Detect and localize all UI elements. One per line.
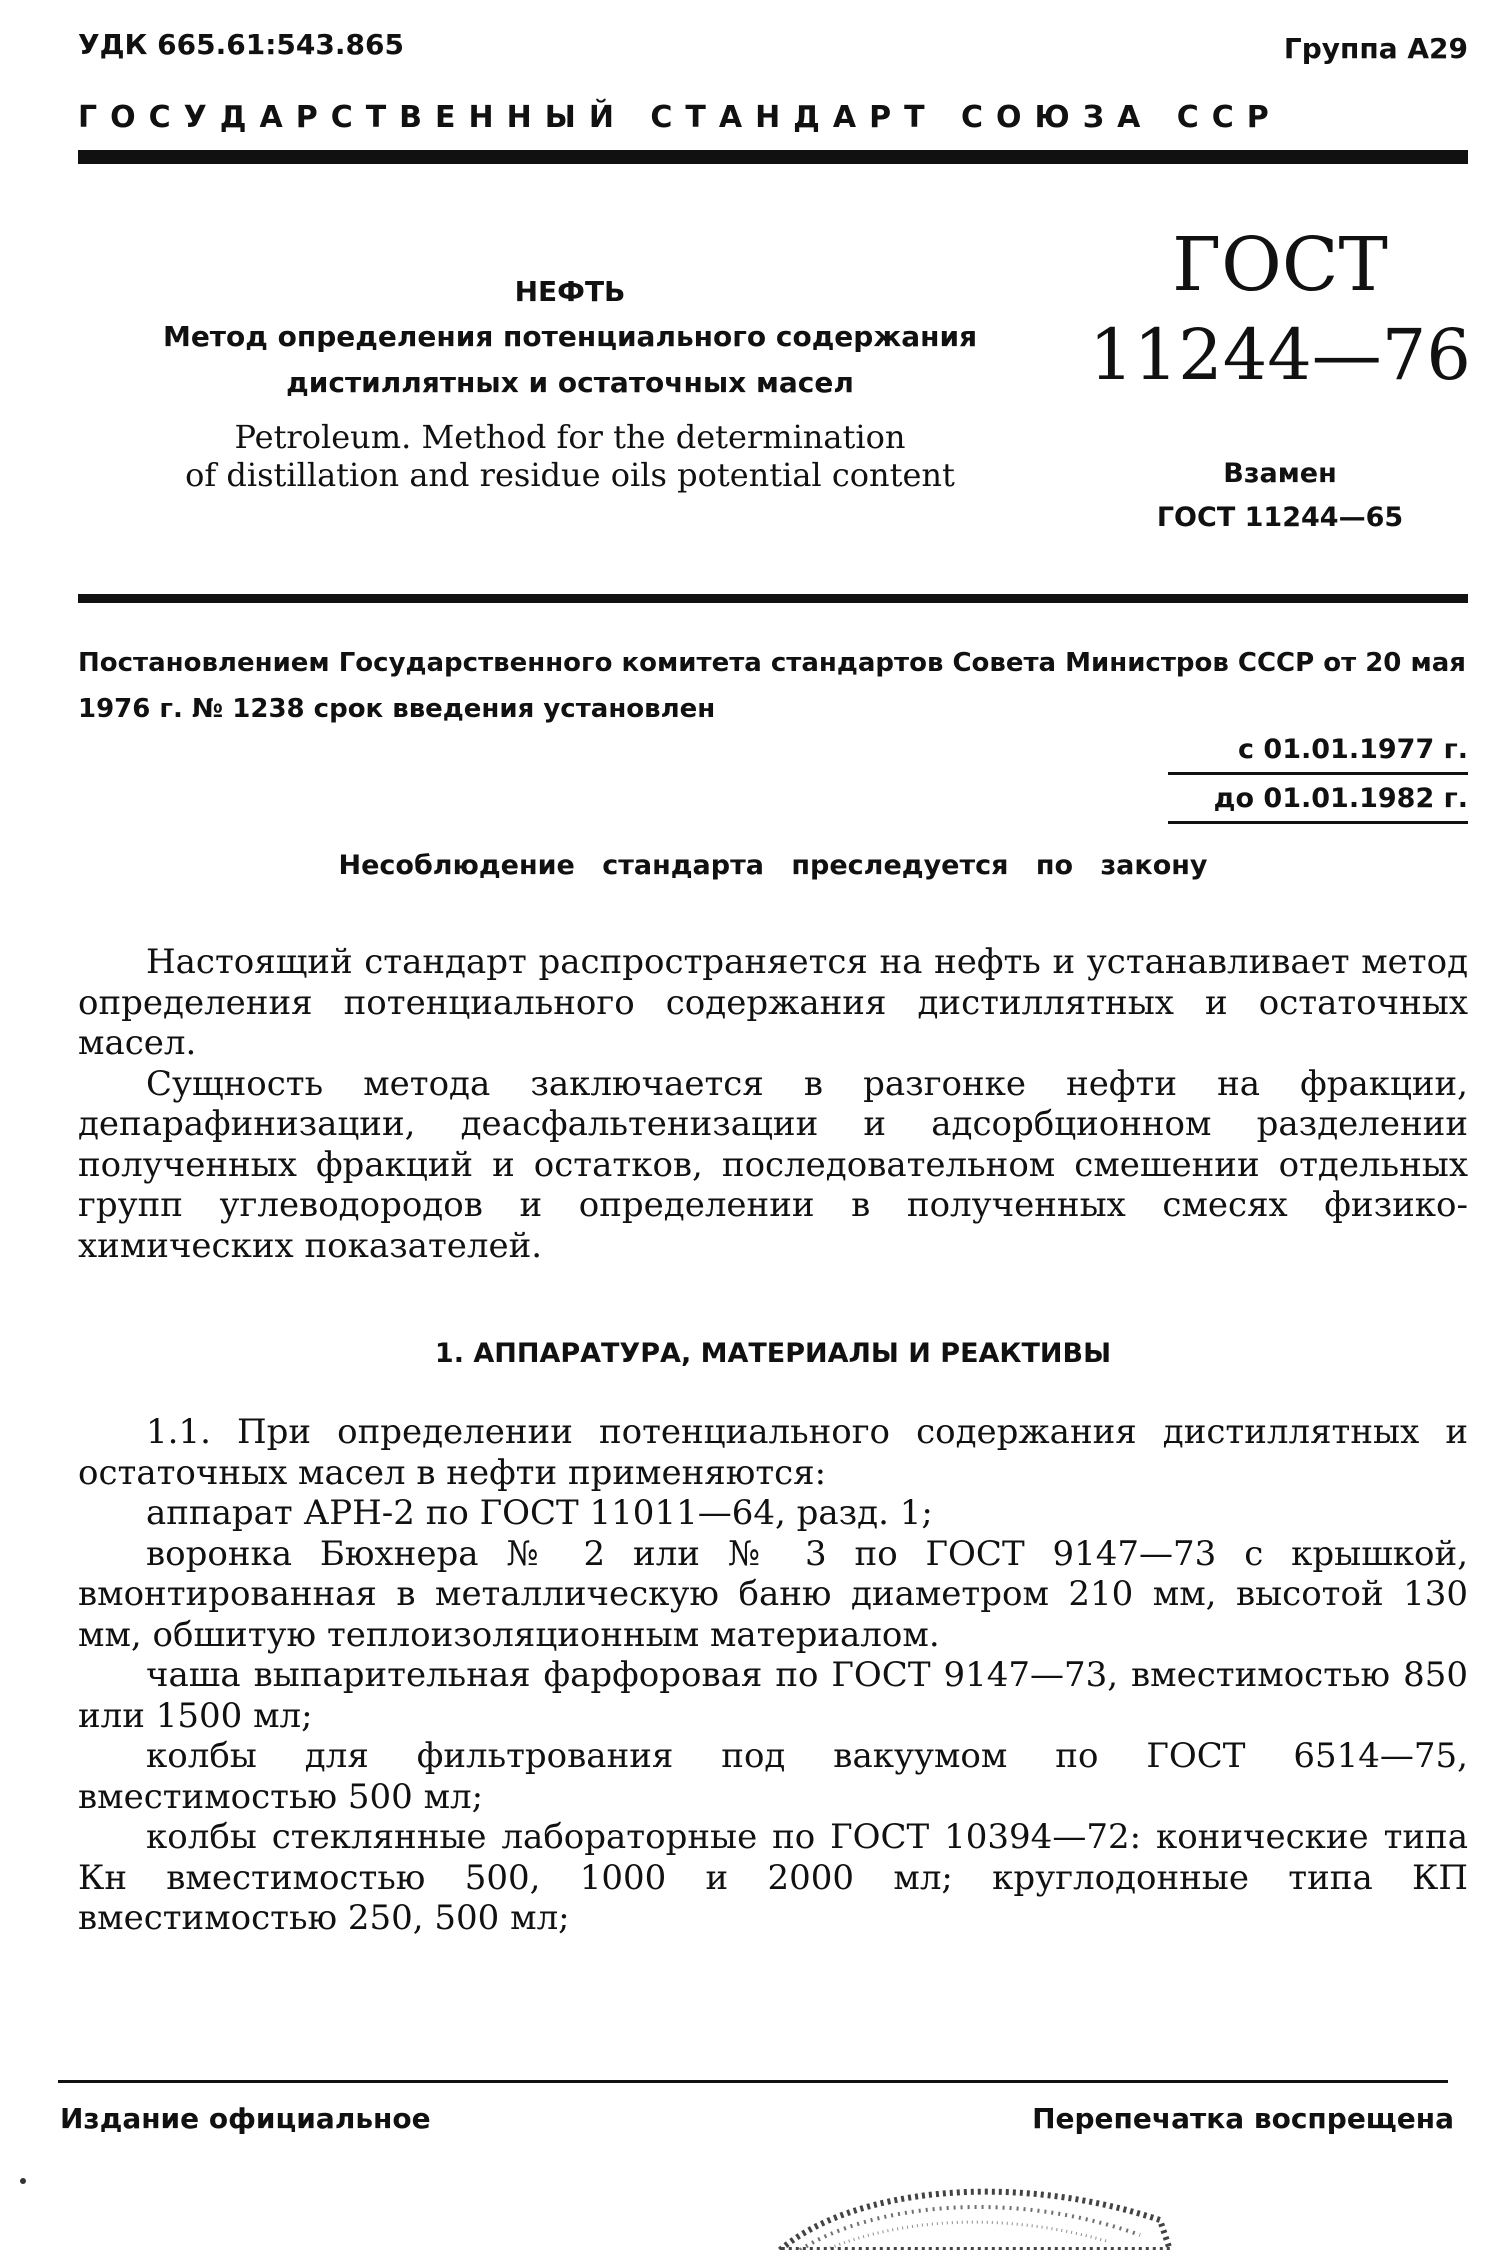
section-item: чаша выпарительная фарфоровая по ГОСТ 9147—73, вместимостью 850 или 1500 мл; [78,1655,1468,1736]
section-item: колбы для фильтрования под вакуумом по ГОСТ 6514—75, вместимостью 500 мл; [78,1736,1468,1817]
top-rule [78,150,1468,164]
section-item: воронка Бюхнера № 2 или № 3 по ГОСТ 9147—73 с крышкой, вмонтированная в металлическую баню диаметром 210 мм, высотой 130 мм, обшитую теплоизоляционным материалом. [78,1533,1468,1655]
section-item: 1.1. При определении потенциального содержания дистиллятных и остаточных масел в нефти применяются: [78,1412,1468,1493]
effective-dates [1168,730,1468,824]
gost-number: 11244—76 [1089,314,1471,396]
english-title-line-2: of distillation and residue oils potential content [185,456,955,494]
stamp-imprint [760,2160,1180,2250]
subtitle-line-1: Метод определения потенциального содержания [162,320,978,353]
section-item: аппарат АРН-2 по ГОСТ 11011—64, разд. 1; [146,1493,933,1533]
classification-group: Группа А29 [1283,32,1468,65]
section-heading: 1. АППАРАТУРА, МАТЕРИАЛЫ И РЕАКТИВЫ [434,1338,1112,1369]
title-block [120,270,1020,494]
document-subtitle [120,314,1020,406]
section-item: колбы стеклянные лабораторные по ГОСТ 10394—72: конические типа Кн вместимостью 500, 1000 и 2000 мл; круглодонные типа КП вместимостью 250, 500 мл; [78,1817,1468,1938]
date-divider [1168,772,1468,775]
english-title [120,418,1020,494]
body-text [78,942,1468,1266]
state-standard-banner: ГОСУДАРСТВЕННЫЙ СТАНДАРТ СОЮЗА ССР [78,100,1282,135]
scan-speck [20,2178,26,2184]
document-name: НЕФТЬ [514,275,626,308]
paragraph-method-essence: Сущность метода заключается в разгонке нефти на фракции, депарафинизации, деасфальтенизации и адсорбционном разделении полученных фракций и остатков, последовательном смешении отдельных групп углеводородов и определении в полученных смесях физико-химических показателей. [78,1063,1468,1266]
replaces-block [1080,452,1480,540]
subtitle-line-2: дистиллятных и остаточных масел [286,366,854,399]
paragraph-scope: Настоящий стандарт распространяется на нефть и устанавливает метод определения потенциального содержания дистиллятных и остаточных масел. [78,942,1468,1063]
footer-reprint-notice: Перепечатка воспрещена [1032,2102,1454,2135]
date-to: до 01.01.1982 г. [1168,779,1468,824]
footer-edition: Издание официальное [60,2102,431,2135]
noncompliance-notice: Несоблюдение стандарта преследуется по закону [338,850,1208,881]
replaces-label: Взамен [1223,458,1337,489]
gost-identifier-block [1080,220,1480,540]
section-body [78,1412,1468,1939]
english-title-line-1: Petroleum. Method for the determination [234,418,906,456]
decree-text: Постановлением Государственного комитета стандартов Совета Министров СССР от 20 мая 1976 г. № 1238 срок введения установлен [78,648,1466,724]
bottom-rule [58,2080,1448,2083]
udk-code: УДК 665.61:543.865 [78,28,404,61]
gost-label: ГОСТ [1172,222,1388,308]
middle-rule [78,594,1468,603]
date-from: с 01.01.1977 г. [1238,734,1468,765]
replaces-number: ГОСТ 11244—65 [1156,502,1404,533]
